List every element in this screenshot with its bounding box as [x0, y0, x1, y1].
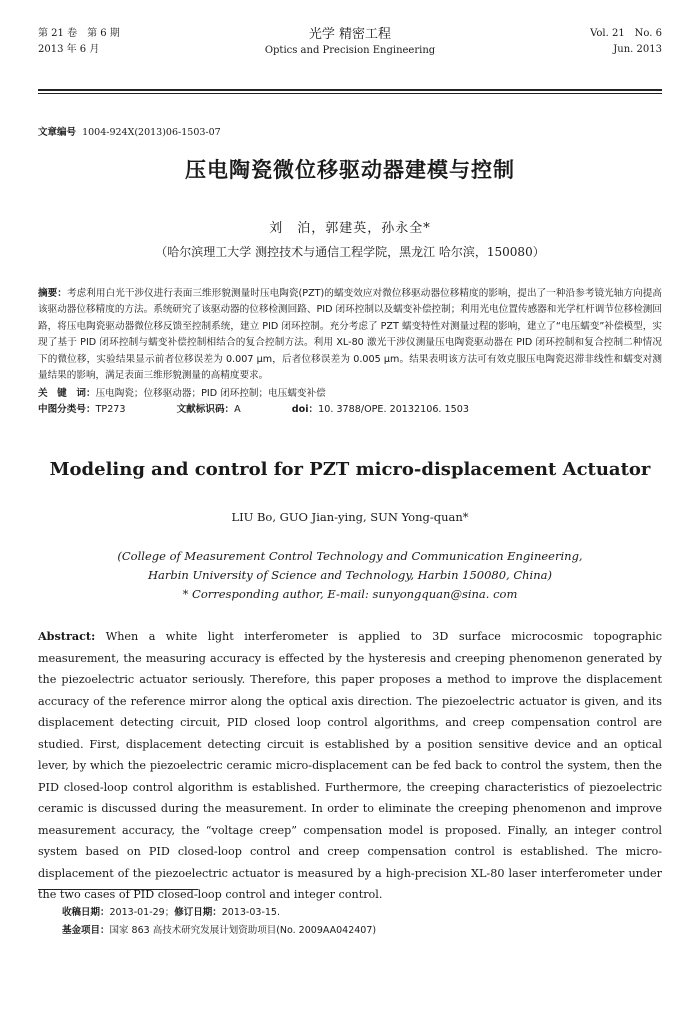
journal-name-en: Optics and Precision Engineering: [264, 45, 436, 56]
fund-footnote: [62, 922, 376, 940]
affiliation-en-line-1: (College of Measurement Control Technology and Communication Engineering,: [117, 549, 583, 563]
journal-name-cn: 光学 精密工程: [308, 27, 392, 42]
keywords-cn: [38, 385, 326, 399]
clc: [38, 404, 150, 415]
clc-value: TP273: [95, 404, 126, 415]
abstract-cn: [38, 286, 662, 384]
affiliation-cn: （哈尔滨理工大学 测控技术与通信工程学院，黑龙江 哈尔滨，150080）: [155, 245, 545, 259]
doi: [292, 404, 493, 415]
affiliation-en-line-2: Harbin University of Science and Technology, Harbin 150080, China): [148, 568, 552, 582]
doi-value: 10. 3788/OPE. 20132106. 1503: [318, 404, 469, 415]
abstract-en-label: Abstract:: [38, 629, 96, 643]
doc-code-value: A: [234, 404, 241, 415]
keywords-cn-label: 关 键 词：: [38, 388, 96, 399]
date-cn: 2013 年 6 月: [38, 44, 100, 55]
date-en: Jun. 2013: [613, 44, 662, 55]
header-right: [590, 26, 662, 58]
authors-en: LIU Bo, GUO Jian-ying, SUN Yong-quan*: [231, 510, 469, 524]
affiliation-en: [0, 547, 700, 604]
abstract-cn-label: 摘要：: [38, 288, 67, 299]
title-en: Modeling and control for PZT micro-displacement Actuator: [49, 459, 651, 480]
abstract-en: [38, 626, 662, 906]
header-rule-thin: [38, 93, 662, 94]
article-id-value: 1004-924X(2013)06-1503-07: [82, 127, 221, 138]
volume-issue-cn: 第 21 卷 第 6 期: [38, 28, 120, 39]
abstract-en-text: When a white light interferometer is applied to 3D surface microcosmic topographic measurement, the measuring accuracy is effected by the hysteresis and creeping phenomenon generated by the piezoelectric actuator seriously. Therefore, this paper proposes a method to improve the displacement accuracy of the reference mirror along the optical axis direction. The piezoelectric actuator is given, and its displacement detecting circuit, PID closed loop control algorithms, and creep compensation control are studied. First, displacement detecting circuit is established by a position sensitive device and an optical lever, by which the piezoelectric ceramic micro-displacement can be fed back to control the system, then the PID closed-loop control algorithm is established. Furthermore, the creeping characteristics of piezoelectric ceramic is discussed during the measurement. In order to eliminate the creeping phenomenon and improve measurement accuracy, the “voltage creep” compensation model is proposed. Finally, an integer control system based on PID closed-loop control and creep compensation control is established. The micro-displacement of the piezoelectric actuator is measured by a high-precision XL-80 laser interferometer under the two cases of PID closed-loop control and integer control.: [38, 630, 662, 901]
fund-label: 基金项目：: [62, 925, 110, 936]
clc-label: 中图分类号：: [38, 404, 96, 415]
classification-line: [38, 401, 517, 415]
doc-code-label: 文献标识码：: [176, 404, 235, 415]
volume-issue-en: Vol. 21 No. 6: [590, 28, 662, 39]
footnote-rule: [38, 889, 198, 890]
keywords-cn-text: 压电陶瓷；位移驱动器；PID 闭环控制；电压蠕变补偿: [95, 388, 326, 399]
received-date: 2013-01-29；: [109, 907, 175, 918]
revised-date: 2013-03-15.: [221, 907, 280, 918]
page-header: [38, 26, 662, 84]
header-center: [38, 26, 662, 58]
footnotes: [62, 904, 376, 940]
title-cn: 压电陶瓷微位移驱动器建模与控制: [185, 158, 515, 182]
abstract-cn-text: 考虑利用白光干涉仪进行表面三维形貌测量时压电陶瓷(PZT)的蠕变效应对微位移驱动器位移精度的影响，提出了一种沿参考镜光轴方向提高该驱动器位移精度的方法。系统研究了该驱动器的位移检测回路、PID 闭环控制以及蠕变补偿控制；利用光电位置传感器和光学杠杆调节位移检测回路，将压电陶瓷驱动器微位移反馈至控制系统，建立 PID 闭环控制。充分考虑了 PZT 蠕变特性对测量过程的影响，建立了“电压蠕变”补偿模型，实现了基于 PID 闭环控制与蠕变补偿控制相结合的复合控制方法。利用 XL-80 激光干涉仪测量压电陶瓷驱动器在 PID 闭环控制和复合控制二种情况下的微位移，实验结果显示前者位移误差为 0.007 μm，后者位移误差为 0.005 μm。结果表明该方法可有效克服压电陶瓷迟滞非线性和蠕变对测量结果的影响，满足表面三维形貌测量的高精度要求。: [38, 288, 663, 382]
article-id: [38, 124, 221, 138]
fund-value: 国家 863 高技术研究发展计划资助项目(No. 2009AA042407): [109, 925, 377, 936]
authors-cn: 刘 泊，郭建英，孙永全*: [269, 221, 431, 236]
received-label: 收稿日期：: [62, 907, 110, 918]
corresponding-author: * Corresponding author, E-mail: sunyongquan@sina. com: [182, 587, 518, 601]
dates-footnote: [62, 904, 376, 922]
header-rule-thick: [38, 89, 662, 91]
doc-code: [177, 404, 265, 415]
doi-label: doi：: [291, 404, 319, 415]
article-id-label: 文章编号: [38, 127, 77, 138]
revised-label: 修订日期：: [174, 907, 222, 918]
